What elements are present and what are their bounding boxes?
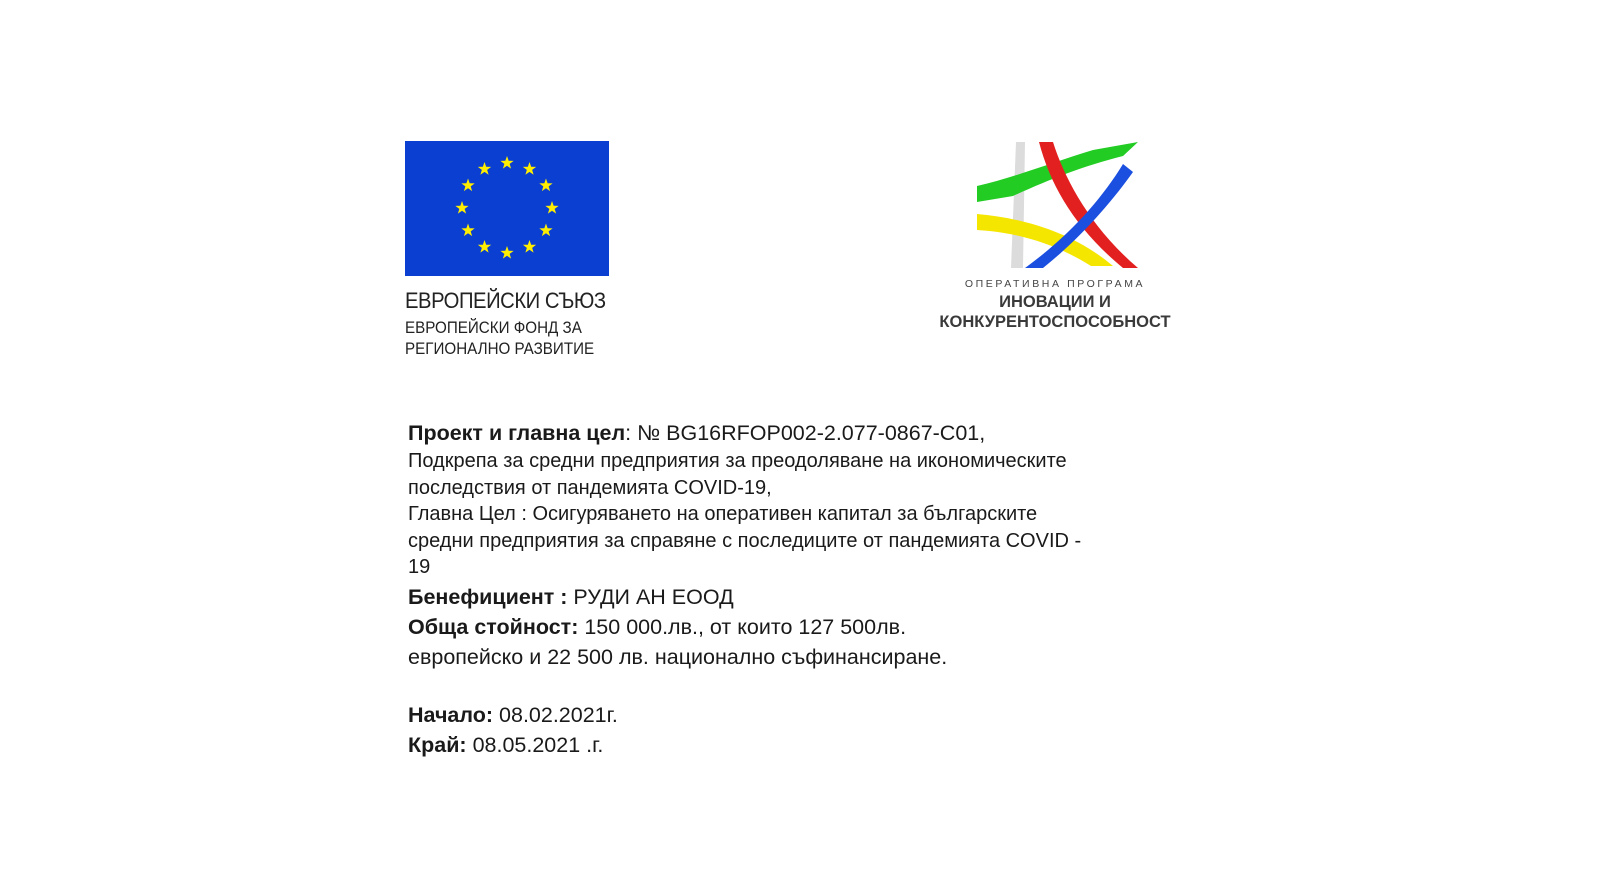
beneficiary-value: РУДИ АН ЕООД: [567, 584, 734, 609]
project-label: Проект и главна цел: [408, 421, 626, 445]
eu-fund-line2: РЕГИОНАЛНО РАЗВИТИЕ: [405, 340, 595, 358]
opic-program-label: ОПЕРАТИВНА ПРОГРАМА: [964, 278, 1146, 290]
total-value-label: Обща стойност:: [408, 614, 579, 639]
total-value-line2: европейско и 22 500 лв. национално съфинансиране.: [408, 644, 948, 669]
start-date-value: 08.02.2021г.: [493, 702, 618, 727]
end-date-row: [408, 730, 1188, 760]
project-info: [408, 418, 1188, 760]
total-value-amount: 150 000.лв., от които 127 500лв.: [578, 614, 907, 639]
opic-name-line1: ИНОВАЦИИ И: [999, 293, 1111, 311]
start-date-label: Начало:: [408, 702, 494, 727]
project-number: : № BG16RFOP002-2.077-0867-C01,: [625, 421, 986, 445]
project-number-row: [408, 418, 1188, 448]
end-date-label: Край:: [408, 732, 467, 757]
start-date-row: [408, 700, 1188, 730]
project-goal-line2: средни предприятия за справяне с последиците от пандемията COVID -: [408, 529, 1082, 552]
opic-white-stroke: [1011, 142, 1025, 268]
opic-emblem-icon: [973, 140, 1148, 275]
spacer: [408, 672, 1188, 700]
eu-title: ЕВРОПЕЙСКИ СЪЮЗ: [405, 288, 606, 313]
project-description-line2: последствия от пандемията COVID-19,: [408, 476, 772, 499]
project-goal-line3: 19: [408, 556, 431, 578]
beneficiary-row: [408, 582, 1188, 612]
eu-flag-icon: [405, 141, 609, 276]
total-value-row: [408, 612, 1188, 642]
end-date-value: 08.05.2021 .г.: [466, 732, 604, 757]
project-description-line1: Подкрепа за средни предприятия за преодоляване на икономическите: [408, 450, 1067, 472]
eu-logo: [405, 141, 635, 360]
eu-fund-line1: ЕВРОПЕЙСКИ ФОНД ЗА: [405, 319, 582, 337]
project-goal-line1: Главна Цел : Осигуряването на оперативен капитал за българските: [408, 503, 1038, 525]
opic-name-line2: КОНКУРЕНТОСПОСОБНОСТ: [939, 313, 1171, 331]
beneficiary-label: Бенефициент :: [408, 584, 568, 609]
opic-logo: [920, 140, 1190, 332]
